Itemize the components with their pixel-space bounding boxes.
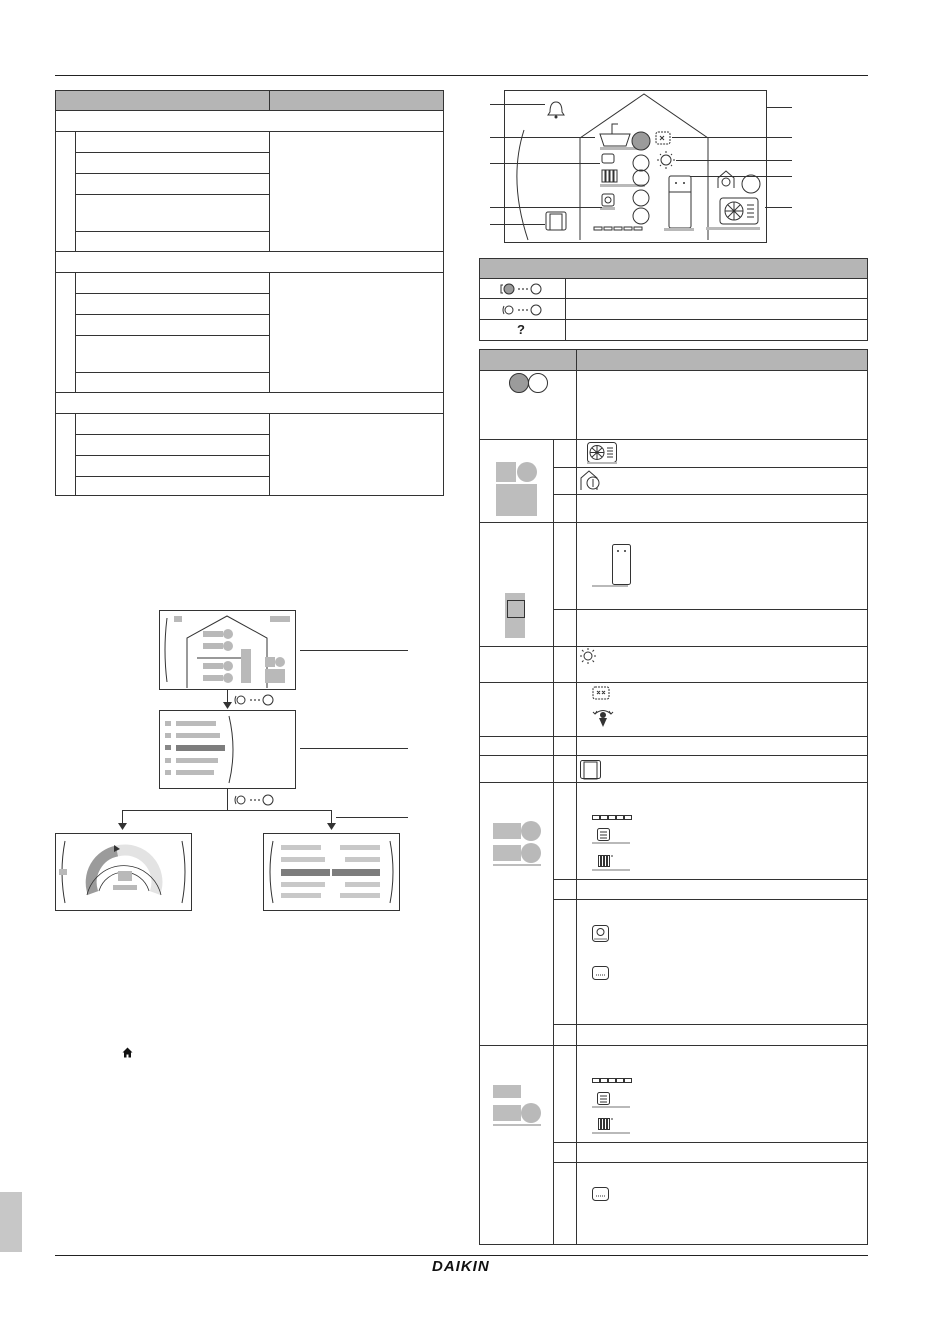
home-screen-dot: [223, 629, 233, 639]
home-screen-block: [270, 616, 290, 622]
callout-line: [490, 207, 602, 208]
screen-elements-header-col1: [479, 349, 577, 371]
menu-bullet: [165, 758, 171, 763]
flow-branch: [122, 810, 123, 824]
row-cell: [576, 1162, 868, 1245]
row-cell: [576, 609, 868, 647]
row-cell: [553, 646, 577, 683]
menu-item-bar: [176, 733, 220, 738]
list-row-bar: [345, 882, 380, 887]
list-row-bar: [281, 882, 325, 887]
left-table-header-col2: [269, 90, 444, 111]
placeholder-circle: [521, 843, 541, 863]
left-table-row: [75, 173, 270, 195]
row-cell: [553, 1024, 577, 1046]
group-stub: [479, 755, 554, 783]
group-stub: [479, 782, 554, 1046]
left-table-row: [75, 455, 270, 477]
progress-segments-icon: [592, 1078, 634, 1084]
flow-branch: [331, 810, 332, 824]
list-row-bar: [281, 857, 325, 862]
list-row-bar: [281, 893, 321, 898]
row-cell: [576, 682, 868, 737]
underfloor-heating-icon: [592, 1092, 632, 1110]
placeholder-block: [493, 1085, 521, 1098]
placeholder-block: [493, 845, 521, 861]
callout-line: [336, 817, 408, 818]
room-thermostat-icon: [592, 925, 612, 945]
home-screen-block: [265, 669, 285, 683]
row-cell: [576, 439, 868, 468]
chapter-tab: [0, 1192, 22, 1252]
left-table-row: [75, 194, 270, 232]
group-stub: [479, 736, 554, 756]
menu-bullet: [165, 733, 171, 738]
left-table-group-stub: [55, 131, 76, 252]
callout-line: [490, 163, 600, 164]
controls-legend-header: [479, 258, 868, 279]
home-screen-block: [241, 649, 251, 683]
callout-line: [490, 137, 595, 138]
home-screen-block: [174, 616, 182, 622]
group-stub: [479, 1045, 554, 1245]
group-stub: [479, 646, 554, 683]
left-table-row: [75, 131, 270, 153]
row-cell: [553, 609, 577, 647]
menu-bullet: [165, 770, 171, 775]
left-table-row: [75, 231, 270, 252]
left-table-row: [75, 272, 270, 294]
selected-circle-symbol: [509, 373, 529, 393]
row-cell: [553, 1045, 577, 1143]
left-table-value: [269, 413, 444, 496]
left-table-group-stub: [55, 413, 76, 496]
left-table-group-row: [55, 110, 444, 132]
home-icon: [122, 1047, 133, 1058]
callout-line: [490, 224, 545, 225]
controls-legend-row-text: [565, 319, 868, 341]
callout-line: [676, 160, 792, 161]
left-table-row: [75, 335, 270, 373]
callout-line: [300, 650, 408, 651]
menu-bullet: [165, 721, 171, 726]
left-table-group-row: [55, 392, 444, 414]
row-cell: [576, 736, 868, 756]
row-cell: [576, 370, 868, 440]
flow-arrow-head: [223, 702, 232, 709]
list-row-bar: [345, 857, 380, 862]
row-cell: [553, 467, 577, 495]
row-cell: [576, 755, 868, 783]
callout-line: [490, 104, 545, 105]
screen-elements-header-col2: [576, 349, 868, 371]
left-table-row: [75, 372, 270, 393]
flow-branch: [122, 810, 332, 811]
row-cell: [553, 755, 577, 783]
callout-line: [767, 107, 792, 108]
left-table-row: [75, 476, 270, 496]
left-table-row: [75, 152, 270, 174]
row-cell: [553, 522, 577, 610]
footer-rule: [55, 1255, 868, 1256]
callout-line: [690, 176, 792, 177]
placeholder-block: [496, 484, 537, 516]
left-table-header-col1: [55, 90, 270, 111]
menu-item-bar: [176, 758, 218, 763]
row-cell: [576, 879, 868, 900]
home-screen-block: [265, 657, 275, 667]
sun-icon: [580, 648, 596, 664]
placeholder-square: [496, 462, 516, 482]
row-cell: [553, 682, 577, 737]
tank-icon: [592, 544, 632, 589]
row-cell: [553, 439, 577, 468]
header-rule: [55, 75, 868, 76]
list-row-bar-selected: [281, 869, 330, 876]
placeholder-block: [493, 823, 521, 839]
remote-controller-icon: [592, 1187, 612, 1203]
menu-item-bar-selected: [176, 745, 225, 751]
placeholder-circle: [521, 1103, 541, 1123]
callout-line: [300, 748, 408, 749]
group-stub: [479, 682, 554, 737]
placeholder-underline: [493, 1124, 541, 1126]
callout-line: [765, 207, 792, 208]
row-cell: [576, 899, 868, 1025]
placeholder-underline: [493, 864, 541, 866]
home-screen-dot: [223, 661, 233, 671]
radiator-icon: [592, 1118, 632, 1136]
dial-press-icon: [234, 693, 276, 707]
boost-mode-icon: [592, 708, 614, 728]
dial-press-icon: [234, 793, 276, 807]
dial-press-icon: [502, 303, 544, 317]
row-cell: [553, 782, 577, 880]
menu-bullet: [165, 745, 171, 750]
row-cell: [553, 494, 577, 523]
row-cell: [553, 879, 577, 900]
left-table-value: [269, 131, 444, 252]
list-row-bar: [281, 845, 321, 850]
outdoor-unit-icon: [587, 442, 617, 464]
left-table-value: [269, 272, 444, 393]
list-row-bar-selected: [332, 869, 380, 876]
menu-item-bar: [176, 721, 216, 726]
row-cell: [576, 467, 868, 495]
row-cell: [553, 1162, 577, 1245]
flow-arrow: [227, 789, 228, 810]
placeholder-tank-highlight: [507, 600, 525, 618]
row-cell: [576, 1024, 868, 1046]
flow-arrow-head: [327, 823, 336, 830]
home-screen-block: [203, 675, 223, 681]
home-screen-dot: [275, 657, 285, 667]
dial-rotate-icon: [500, 282, 544, 296]
left-table-row: [75, 413, 270, 435]
remote-controller-icon: [592, 966, 612, 982]
list-row-bar: [340, 845, 380, 850]
home-screen-dot: [223, 641, 233, 651]
progress-segments-icon: [592, 815, 634, 821]
controls-legend-row-text: [565, 298, 868, 320]
placeholder-circle: [517, 462, 537, 482]
placeholder-block: [493, 1105, 521, 1121]
controls-legend-row-text: [565, 278, 868, 299]
callout-line: [672, 137, 792, 138]
home-screen-outline: [504, 90, 767, 243]
left-table-group-stub: [55, 272, 76, 393]
left-table-row: [75, 434, 270, 456]
home-screen-block: [203, 631, 223, 637]
placeholder-circle: [521, 821, 541, 841]
row-cell: [553, 736, 577, 756]
home-screen-block: [203, 643, 223, 649]
help-symbol: ?: [517, 322, 525, 337]
list-row-bar: [340, 893, 380, 898]
door-icon: [580, 758, 602, 780]
row-cell: [553, 1142, 577, 1163]
setpoint-gauge: [55, 833, 192, 911]
row-cell: [576, 494, 868, 523]
row-cell: [576, 1142, 868, 1163]
menu-item-bar: [176, 770, 214, 775]
error-mode-icon: [592, 686, 610, 700]
outdoor-temperature-icon: [580, 470, 604, 492]
left-table-row: [75, 293, 270, 315]
underfloor-heating-icon: [592, 828, 632, 846]
row-cell: [576, 646, 868, 683]
home-screen-block: [203, 663, 223, 669]
flow-arrow-head: [118, 823, 127, 830]
radiator-icon: [592, 855, 632, 873]
row-cell: [553, 899, 577, 1025]
home-screen-dot: [223, 673, 233, 683]
left-table-group-row: [55, 251, 444, 273]
brand-logo: DAIKIN: [432, 1258, 490, 1275]
left-table-row: [75, 314, 270, 336]
unselected-circle-symbol: [528, 373, 548, 393]
